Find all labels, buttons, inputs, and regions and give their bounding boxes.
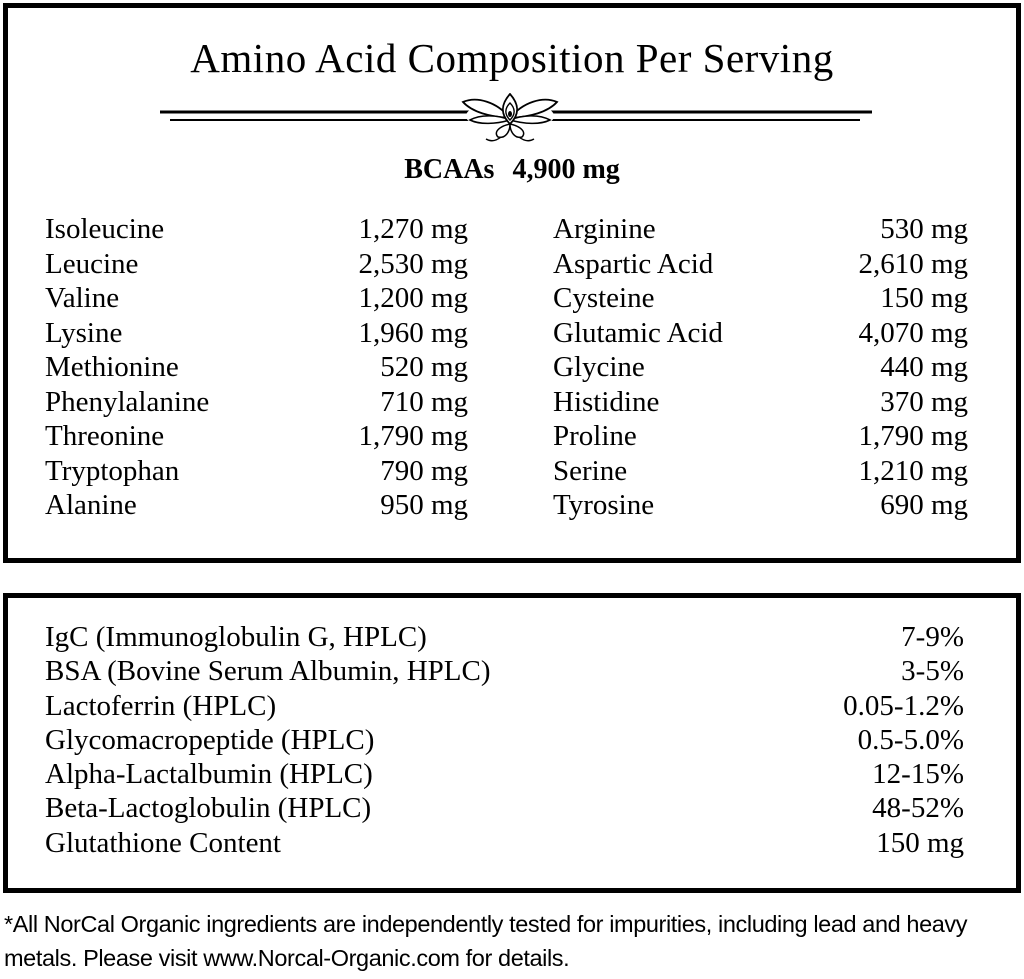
amino-row [553, 385, 968, 420]
amino-row [553, 212, 968, 247]
amino-row-label: Tyrosine [553, 489, 655, 521]
fraction-row-value: 7-9% [901, 621, 964, 653]
amino-row-value: 710 mg [380, 385, 468, 418]
amino-acid-table [45, 212, 968, 523]
fraction-row-value: 3-5% [901, 655, 964, 688]
amino-row-label: Glutamic Acid [553, 316, 723, 349]
fraction-row-value: 150 mg [876, 826, 964, 859]
amino-row-label: Proline [553, 420, 637, 452]
amino-row-label: Leucine [45, 247, 139, 280]
amino-row [45, 419, 468, 454]
amino-row-value: 1,790 mg [858, 420, 968, 452]
fraction-row-value: 0.5-5.0% [857, 723, 964, 756]
amino-row [553, 247, 968, 282]
fraction-row [45, 723, 964, 757]
fraction-row [45, 826, 964, 860]
fraction-row [45, 791, 964, 825]
amino-row-value: 520 mg [380, 351, 468, 383]
amino-row [553, 281, 968, 316]
fraction-row-label: Lactoferrin (HPLC) [45, 689, 277, 722]
amino-row-value: 530 mg [880, 213, 968, 245]
amino-row-value: 1,200 mg [358, 282, 468, 314]
amino-row [45, 316, 468, 351]
amino-row-value: 690 mg [880, 489, 968, 521]
amino-acid-panel [3, 3, 1021, 563]
amino-row-value: 150 mg [880, 282, 968, 314]
protein-fractions-panel [3, 593, 1021, 893]
amino-row-value: 950 mg [380, 489, 468, 521]
amino-row [553, 419, 968, 454]
amino-row-label: Arginine [553, 213, 656, 245]
amino-row-label: Cysteine [553, 282, 655, 314]
amino-row-value: 1,270 mg [358, 213, 468, 245]
amino-row-value: 1,960 mg [358, 316, 468, 349]
fraction-row [45, 689, 964, 723]
amino-row [553, 488, 968, 523]
amino-row-label: Valine [45, 282, 120, 314]
amino-row-label: Histidine [553, 385, 660, 418]
amino-row [553, 350, 968, 385]
amino-row-value: 2,530 mg [358, 247, 468, 280]
fraction-row-label: Glutathione Content [45, 826, 281, 859]
ornament-divider [160, 93, 874, 145]
amino-row-label: Isoleucine [45, 213, 165, 245]
amino-column-right [553, 212, 968, 523]
fraction-row [45, 757, 964, 791]
lotus-ornament-icon [160, 93, 874, 145]
amino-row [45, 488, 468, 523]
amino-row-value: 440 mg [880, 351, 968, 383]
fraction-row [45, 654, 964, 688]
amino-row-label: Phenylalanine [45, 385, 210, 418]
fraction-row-label: Beta-Lactoglobulin (HPLC) [45, 792, 372, 825]
fraction-row-label: IgC (Immunoglobulin G, HPLC) [45, 621, 427, 653]
amino-row [45, 454, 468, 489]
amino-row [553, 316, 968, 351]
protein-fractions-table [45, 620, 964, 860]
amino-row-label: Threonine [45, 420, 165, 452]
footnote-line-1: *All NorCal Organic ingredients are independently tested for impurities, including lead and heavy [4, 911, 968, 937]
amino-row-value: 4,070 mg [858, 316, 968, 349]
amino-row-value: 370 mg [880, 385, 968, 418]
amino-row-label: Glycine [553, 351, 645, 383]
page-title: Amino Acid Composition Per Serving [190, 35, 834, 81]
amino-row [45, 281, 468, 316]
amino-row [45, 385, 468, 420]
fraction-row-label: Alpha-Lactalbumin (HPLC) [45, 758, 373, 791]
fraction-row-label: BSA (Bovine Serum Albumin, HPLC) [45, 655, 491, 688]
footnote [4, 908, 1020, 975]
amino-row-label: Alanine [45, 489, 137, 521]
footnote-line-2: metals. Please visit www.Norcal-Organic.com for details. [4, 944, 570, 971]
bcaa-total [8, 154, 1016, 186]
amino-row-label: Tryptophan [45, 454, 180, 487]
amino-row-label: Methionine [45, 351, 179, 383]
amino-row-value: 2,610 mg [858, 247, 968, 280]
amino-column-left [45, 212, 468, 523]
fraction-row-value: 0.05-1.2% [843, 689, 964, 722]
fraction-row [45, 620, 964, 654]
amino-row [45, 212, 468, 247]
amino-row-label: Aspartic Acid [553, 247, 714, 280]
amino-row-label: Serine [553, 454, 628, 487]
fraction-row-value: 12-15% [872, 758, 964, 791]
amino-row-value: 790 mg [380, 454, 468, 487]
fraction-row-label: Glycomacropeptide (HPLC) [45, 723, 375, 756]
amino-row [553, 454, 968, 489]
amino-row-label: Lysine [45, 316, 123, 349]
amino-row [45, 350, 468, 385]
bcaa-label: BCAAs [404, 154, 495, 185]
amino-row-value: 1,790 mg [358, 420, 468, 452]
bcaa-value: 4,900 mg [512, 154, 620, 185]
amino-row [45, 247, 468, 282]
fraction-row-value: 48-52% [872, 792, 964, 825]
amino-row-value: 1,210 mg [858, 454, 968, 487]
